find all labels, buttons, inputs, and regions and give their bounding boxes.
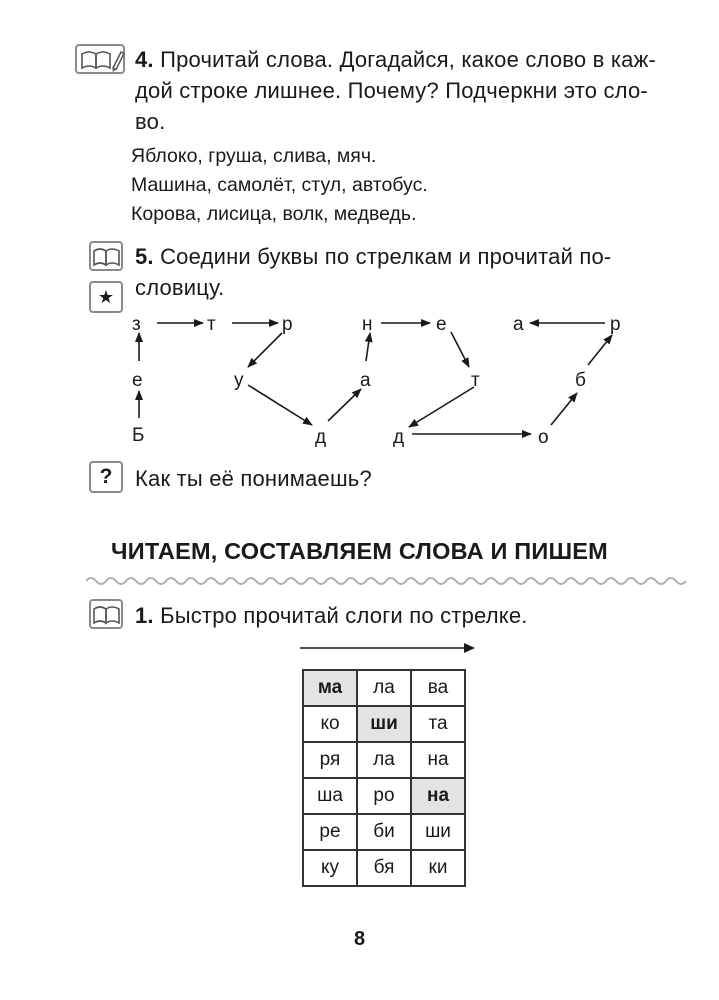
syllable-cell: ши xyxy=(411,814,465,850)
syllable-cell: ва xyxy=(411,670,465,706)
task4-number: 4. xyxy=(135,47,154,72)
task4-line: дой строке лишнее. Почему? Подчеркни это сло- xyxy=(135,78,648,103)
pencil-icon xyxy=(113,52,125,72)
letter: е xyxy=(132,370,143,391)
question-text: Как ты её понимаешь? xyxy=(135,466,372,491)
syllable-cell: ши xyxy=(357,706,411,742)
task4-line: во. xyxy=(135,109,166,134)
syllable-row xyxy=(303,850,465,886)
arrow xyxy=(248,333,282,367)
letter: а xyxy=(360,370,371,391)
arrow xyxy=(409,387,474,427)
arrow xyxy=(248,385,312,425)
reading-direction-arrow xyxy=(298,641,478,655)
book-icon xyxy=(77,46,125,74)
letter: е xyxy=(436,314,447,335)
question-mark-icon: ? xyxy=(99,465,113,488)
letter: р xyxy=(282,314,293,335)
syllable-row xyxy=(303,706,465,742)
book-icon xyxy=(91,601,123,629)
syllable-cell: на xyxy=(411,742,465,778)
syllable-cell: би xyxy=(357,814,411,850)
syllable-cell: ла xyxy=(357,670,411,706)
book-icon-box xyxy=(89,241,123,271)
syllable-cell: ку xyxy=(303,850,357,886)
syllable-row xyxy=(303,778,465,814)
book-pencil-icon-box xyxy=(75,44,125,74)
syllable-cell: ма xyxy=(303,670,357,706)
syllable-row xyxy=(303,670,465,706)
arrow xyxy=(451,332,469,367)
letter: д xyxy=(393,427,405,448)
task4-instructions xyxy=(135,44,695,137)
syllable-cell: ро xyxy=(357,778,411,814)
page-number: 8 xyxy=(353,928,366,950)
syllable-cell: ре xyxy=(303,814,357,850)
letter: о xyxy=(538,427,549,448)
syllable-table xyxy=(302,669,466,887)
syllable-cell: та xyxy=(411,706,465,742)
task5-line: словицу. xyxy=(135,275,225,300)
star-icon: ★ xyxy=(97,287,115,307)
letter: д xyxy=(315,427,327,448)
task1-instructions xyxy=(135,600,528,631)
syllable-cell: ла xyxy=(357,742,411,778)
letter: Б xyxy=(132,425,145,446)
syllable-cell: ря xyxy=(303,742,357,778)
syllable-cell: ша xyxy=(303,778,357,814)
task5-instructions xyxy=(135,241,695,303)
letter: н xyxy=(362,314,373,335)
word-list-line: Машина, самолёт, стул, автобус. xyxy=(131,174,428,196)
task4-line: Прочитай слова. Догадайся, какое слово в каж- xyxy=(160,47,657,72)
syllable-cell: ки xyxy=(411,850,465,886)
arrow xyxy=(588,335,612,365)
letter-chain-diagram xyxy=(0,305,719,455)
section-title: ЧИТАЕМ, СОСТАВЛЯЕМ СЛОВА И ПИШЕМ xyxy=(111,538,608,564)
task4-word-lists xyxy=(131,142,428,229)
syllable-cell: ко xyxy=(303,706,357,742)
book-icon-box xyxy=(89,599,123,629)
letter: т xyxy=(471,370,480,391)
book-icon xyxy=(91,243,123,271)
letter: т xyxy=(207,314,216,335)
task1-number: 1. xyxy=(135,603,154,628)
wavy-divider xyxy=(86,574,686,588)
syllable-cell: на xyxy=(411,778,465,814)
letter: р xyxy=(610,314,621,335)
letter: у xyxy=(234,370,244,391)
arrow xyxy=(551,393,577,425)
arrow xyxy=(366,333,370,361)
task5-line: Соедини буквы по стрелкам и прочитай по- xyxy=(160,244,612,269)
letter: а xyxy=(513,314,524,335)
syllable-cell: бя xyxy=(357,850,411,886)
arrow xyxy=(328,389,361,421)
question-icon-box xyxy=(89,461,123,493)
letter: б xyxy=(575,370,586,391)
task1-text: Быстро прочитай слоги по стрелке. xyxy=(160,603,528,628)
task5-number: 5. xyxy=(135,244,154,269)
syllable-row xyxy=(303,814,465,850)
letter: з xyxy=(132,314,141,335)
syllable-row xyxy=(303,742,465,778)
word-list-line: Корова, лисица, волк, медведь. xyxy=(131,203,417,225)
word-list-line: Яблоко, груша, слива, мяч. xyxy=(131,145,377,167)
